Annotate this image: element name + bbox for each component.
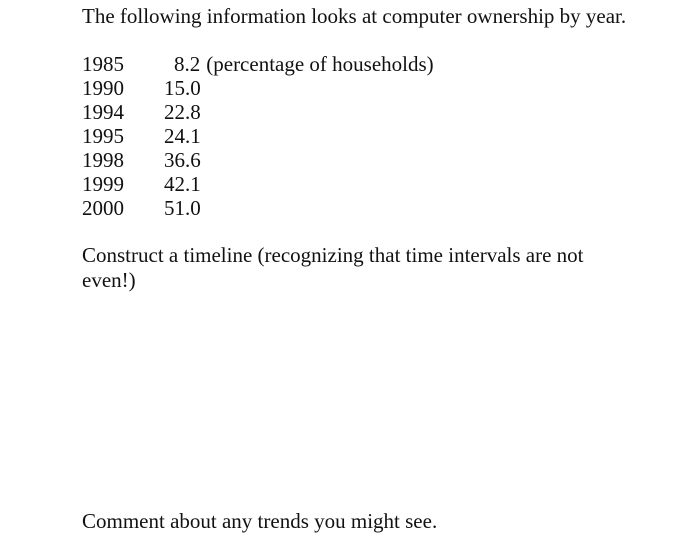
value-cell: 24.1	[164, 124, 201, 148]
value-number: 8.2	[174, 52, 201, 76]
year-cell: 1994	[82, 100, 124, 124]
value-cell: 42.1	[164, 172, 201, 196]
intro-text: The following information looks at computer ownership by year.	[82, 4, 627, 28]
value-cell: 22.8	[164, 100, 201, 124]
comment-prompt: Comment about any trends you might see.	[82, 509, 438, 533]
year-cell: 1998	[82, 148, 124, 172]
year-cell: 1990	[82, 76, 124, 100]
year-cell: 1999	[82, 172, 124, 196]
year-cell: 1985	[82, 52, 124, 76]
year-cell: 2000	[82, 196, 124, 220]
instruction-text: Construct a timeline (recognizing that time intervals are not even!)	[82, 243, 584, 292]
unit-note: (percentage of households)	[206, 52, 434, 76]
value-cell: 15.0	[164, 76, 201, 100]
value-cell: 36.6	[164, 148, 201, 172]
year-cell: 1995	[82, 124, 124, 148]
value-cell: 51.0	[164, 196, 201, 220]
value-cell	[174, 52, 434, 76]
